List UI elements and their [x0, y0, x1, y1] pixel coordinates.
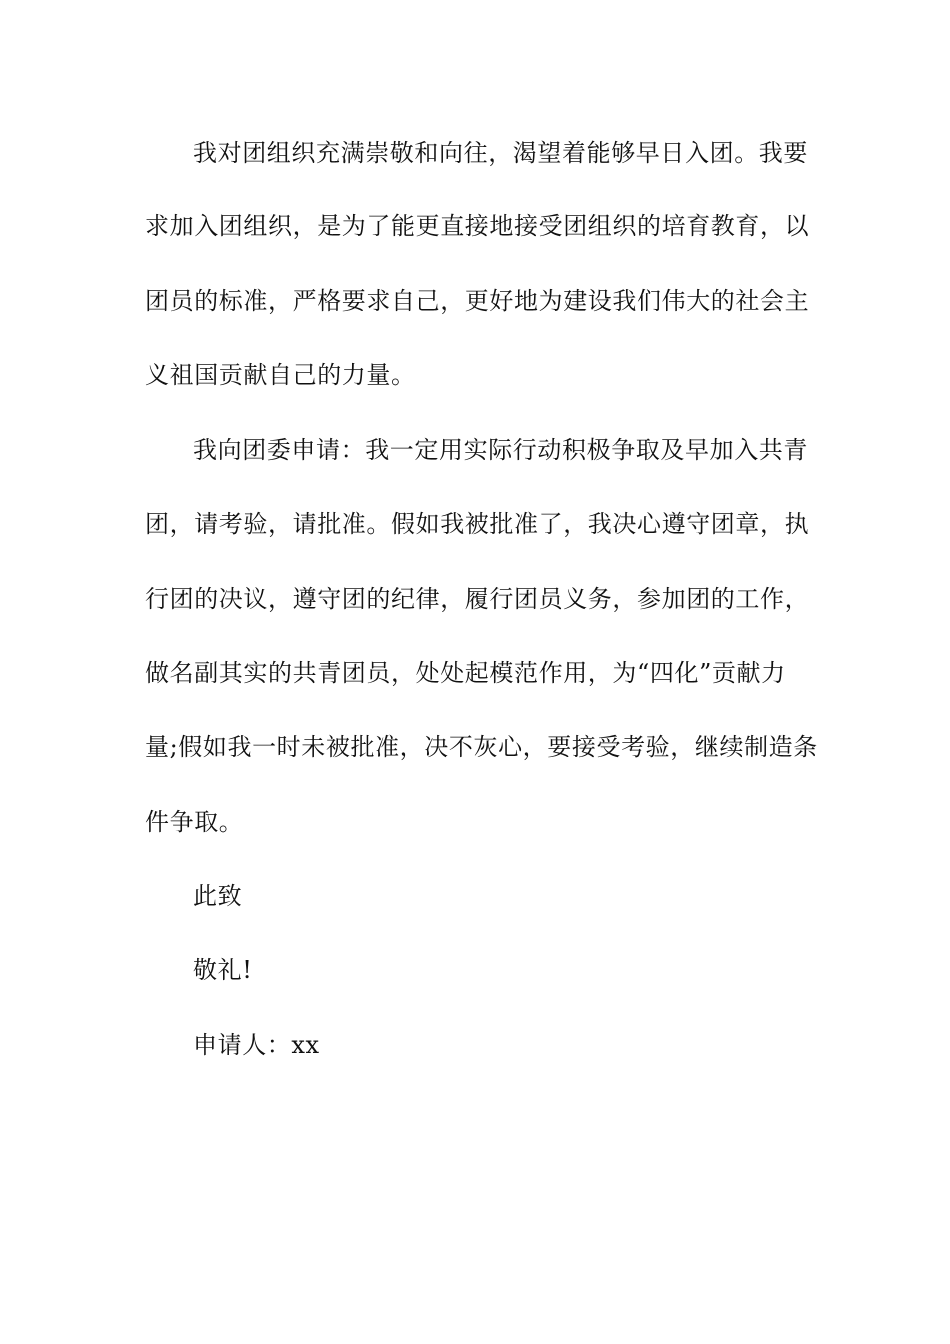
paragraph-line: 我对团组织充满崇敬和向往，渴望着能够早日入团。我要	[193, 139, 808, 167]
paragraph-line: 行团的决议，遵守团的纪律，履行团员义务，参加团的工作，	[145, 585, 810, 613]
closing-text: 此致	[193, 882, 243, 910]
signature-line: 申请人：xx	[193, 1031, 320, 1059]
paragraph-line: 做名副其实的共青团员，处处起模范作用，为“四化”贡献力	[145, 659, 786, 687]
paragraph-line: 团，请考验，请批准。假如我被批准了，我决心遵守团章，执	[145, 510, 810, 538]
paragraph-line: 件争取。	[145, 808, 244, 836]
salute-text: 敬礼!	[193, 956, 253, 984]
paragraph-line: 团员的标准，严格要求自己，更好地为建设我们伟大的社会主	[145, 287, 810, 315]
paragraph-line: 义祖国贡献自己的力量。	[145, 361, 416, 389]
paragraph-line: 求加入团组织，是为了能更直接地接受团组织的培育教育，以	[145, 212, 810, 240]
paragraph-line: 量;假如我一时未被批准，决不灰心，要接受考验，继续制造条	[145, 733, 818, 761]
paragraph-line: 我向团委申请：我一定用实际行动积极争取及早加入共青	[193, 436, 808, 464]
